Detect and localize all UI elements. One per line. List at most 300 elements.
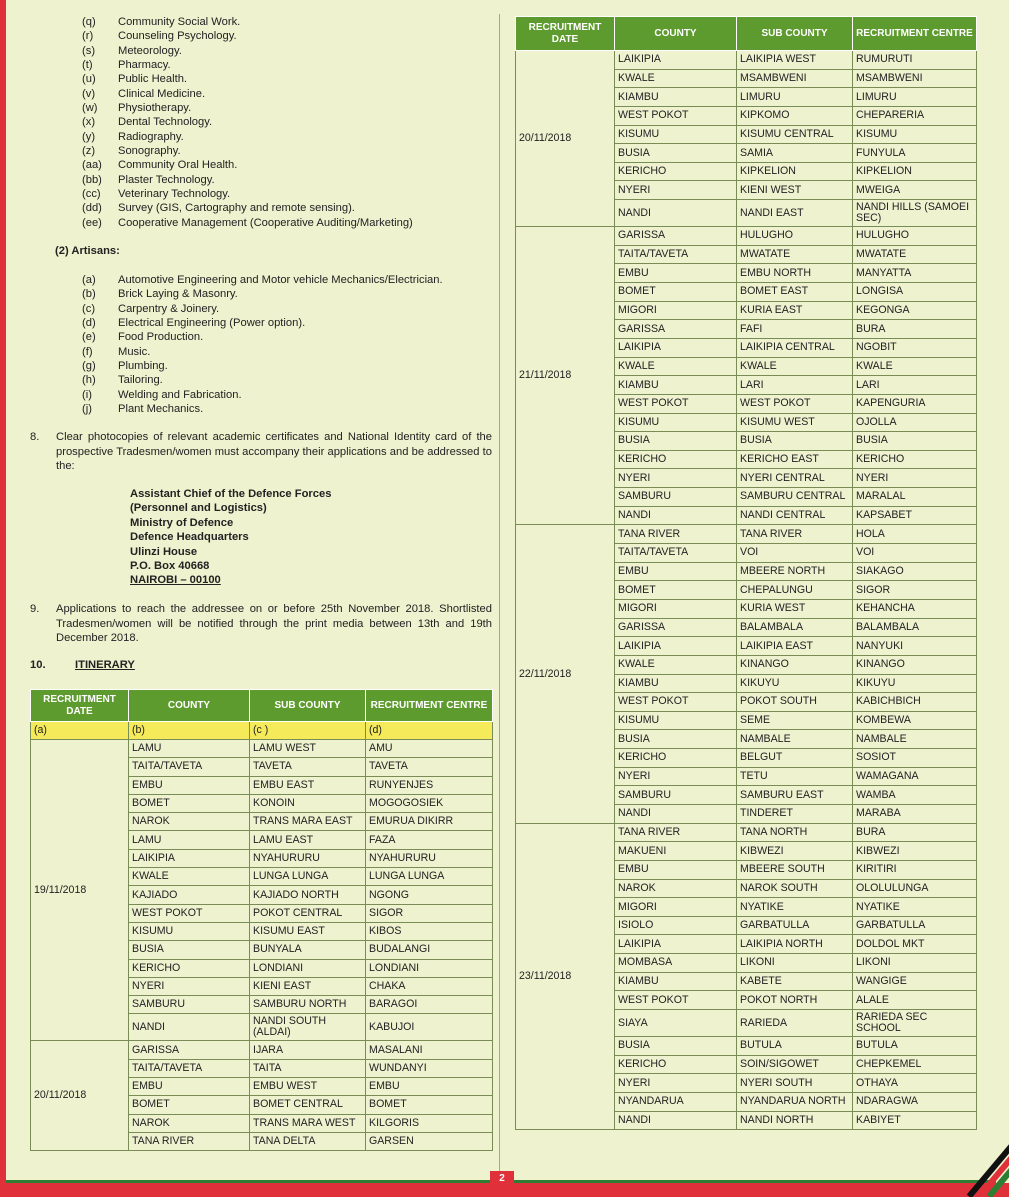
recruitment-centre-cell: MWATATE bbox=[853, 245, 977, 264]
list-item-label: (b) bbox=[82, 288, 96, 301]
county-cell: MIGORI bbox=[615, 301, 737, 320]
county-cell: NYERI bbox=[615, 767, 737, 786]
recruitment-centre-cell: WAMBA bbox=[853, 786, 977, 805]
county-cell: NANDI bbox=[129, 1014, 250, 1041]
recruitment-centre-cell: MARABA bbox=[853, 804, 977, 823]
county-cell: BOMET bbox=[129, 1096, 250, 1114]
sub-county-cell: TAVETA bbox=[250, 758, 366, 776]
county-cell: KERICHO bbox=[615, 162, 737, 181]
sub-county-cell: TRANS MARA EAST bbox=[250, 813, 366, 831]
list-item bbox=[82, 44, 413, 58]
recruitment-centre-cell: BUTULA bbox=[853, 1037, 977, 1056]
list-item-label: (a) bbox=[82, 274, 96, 286]
address-line: Ulinzi House bbox=[130, 545, 198, 558]
list-item-text: Public Health. bbox=[118, 73, 188, 86]
recruitment-centre-cell: GARBATULLA bbox=[853, 916, 977, 935]
sub-county-cell: KURIA WEST bbox=[737, 599, 853, 618]
sub-county-cell: SAMBURU CENTRAL bbox=[737, 488, 853, 507]
recruitment-centre-cell: DOLDOL MKT bbox=[853, 935, 977, 954]
list-item bbox=[82, 101, 413, 115]
county-cell: NAROK bbox=[129, 1114, 250, 1132]
sub-county-cell: FAFI bbox=[737, 320, 853, 339]
list-item-label: (c) bbox=[82, 302, 96, 315]
sub-county-cell: TAITA bbox=[250, 1059, 366, 1077]
list-item-label: (z) bbox=[82, 145, 96, 158]
county-cell: KWALE bbox=[129, 868, 250, 886]
address-line: NAIROBI – 00100 bbox=[130, 574, 221, 587]
sub-county-cell: EMBU NORTH bbox=[737, 264, 853, 283]
column-divider bbox=[499, 14, 500, 1174]
list-item-text: Survey (GIS, Cartography and remote sensing). bbox=[118, 202, 355, 215]
table-row bbox=[516, 51, 977, 70]
sub-county-cell: MBEERE SOUTH bbox=[737, 860, 853, 879]
list-item-label: (i) bbox=[82, 388, 92, 401]
list-item-text: Counseling Psychology. bbox=[118, 30, 237, 43]
recruitment-centre-cell: BURA bbox=[853, 320, 977, 339]
recruitment-centre-cell: KIBOS bbox=[366, 922, 493, 940]
county-cell: SAMBURU bbox=[129, 996, 250, 1014]
list-item-text: Automotive Engineering and Motor vehicle Mechanics/Electrician. bbox=[118, 274, 443, 286]
sub-county-cell: KIPKELION bbox=[737, 162, 853, 181]
table-row bbox=[516, 823, 977, 842]
recruitment-centre-cell: KIBWEZI bbox=[853, 842, 977, 861]
sub-county-cell: TETU bbox=[737, 767, 853, 786]
recruitment-centre-cell: HOLA bbox=[853, 525, 977, 544]
recruitment-centre-cell: LONGISA bbox=[853, 283, 977, 302]
county-cell: LAMU bbox=[129, 740, 250, 758]
list-item bbox=[82, 158, 413, 172]
list-item-text: Pharmacy. bbox=[118, 59, 171, 72]
recruitment-centre-cell: KABIYET bbox=[853, 1111, 977, 1130]
list-item-text: Food Production. bbox=[118, 331, 204, 344]
recruitment-centre-cell: CHEPARERIA bbox=[853, 106, 977, 125]
sub-county-cell: NANDI CENTRAL bbox=[737, 506, 853, 525]
list-item-text: Community Oral Health. bbox=[118, 159, 238, 172]
subheader-a: (a) bbox=[31, 722, 129, 740]
sub-county-cell: BUSIA bbox=[737, 432, 853, 451]
recruitment-centre-cell: NANYUKI bbox=[853, 637, 977, 656]
sub-county-cell: HULUGHO bbox=[737, 227, 853, 246]
county-cell: BUSIA bbox=[615, 144, 737, 163]
county-cell: NYERI bbox=[615, 181, 737, 200]
list-item-text: Cooperative Management (Cooperative Auditing/Marketing) bbox=[118, 216, 413, 229]
recruitment-centre-cell: SIAKAGO bbox=[853, 562, 977, 581]
sub-county-cell: NYANDARUA NORTH bbox=[737, 1092, 853, 1111]
list-item bbox=[82, 273, 443, 287]
county-cell: SAMBURU bbox=[615, 786, 737, 805]
list-item-label: (j) bbox=[82, 403, 92, 416]
recruitment-centre-cell: KISUMU bbox=[853, 125, 977, 144]
recruitment-centre-cell: KIPKELION bbox=[853, 162, 977, 181]
county-cell: NANDI bbox=[615, 804, 737, 823]
sub-county-cell: LAIKIPIA CENTRAL bbox=[737, 338, 853, 357]
recruitment-centre-cell: KEHANCHA bbox=[853, 599, 977, 618]
county-cell: MOMBASA bbox=[615, 954, 737, 973]
list-item bbox=[82, 187, 413, 201]
county-cell: TAITA/TAVETA bbox=[615, 544, 737, 563]
recruitment-centre-cell: OLOLULUNGA bbox=[853, 879, 977, 898]
recruitment-centre-cell: KAPENGURIA bbox=[853, 394, 977, 413]
recruitment-centre-cell: EMURUA DIKIRR bbox=[366, 813, 493, 831]
recruitment-centre-cell: WUNDANYI bbox=[366, 1059, 493, 1077]
county-cell: KISUMU bbox=[129, 922, 250, 940]
table-row bbox=[516, 227, 977, 246]
list-item-text: Plaster Technology. bbox=[118, 173, 215, 186]
county-cell: NYANDARUA bbox=[615, 1092, 737, 1111]
county-cell: KISUMU bbox=[615, 125, 737, 144]
county-cell: NAROK bbox=[129, 813, 250, 831]
list-item bbox=[82, 345, 443, 359]
sub-county-cell: KAJIADO NORTH bbox=[250, 886, 366, 904]
artisans-list bbox=[82, 273, 443, 416]
sub-county-cell: TANA RIVER bbox=[737, 525, 853, 544]
county-cell: GARISSA bbox=[129, 1041, 250, 1059]
county-cell: TAITA/TAVETA bbox=[129, 758, 250, 776]
county-cell: NANDI bbox=[615, 506, 737, 525]
recruitment-centre-cell: VOI bbox=[853, 544, 977, 563]
list-item bbox=[82, 130, 413, 144]
list-item bbox=[82, 316, 443, 330]
address-block bbox=[130, 487, 331, 588]
header-county: COUNTY bbox=[129, 690, 250, 722]
sub-county-cell: KERICHO EAST bbox=[737, 450, 853, 469]
county-cell: KERICHO bbox=[615, 1055, 737, 1074]
recruitment-centre-cell: MWEIGA bbox=[853, 181, 977, 200]
county-cell: MIGORI bbox=[615, 898, 737, 917]
sub-county-cell: SEME bbox=[737, 711, 853, 730]
list-item bbox=[82, 72, 413, 86]
recruitment-centre-cell: HULUGHO bbox=[853, 227, 977, 246]
recruitment-date-cell: 21/11/2018 bbox=[516, 227, 615, 525]
recruitment-centre-cell: KWALE bbox=[853, 357, 977, 376]
subheader-d: (d) bbox=[366, 722, 493, 740]
recruitment-centre-cell: RUMURUTI bbox=[853, 51, 977, 70]
sub-county-cell: LAMU EAST bbox=[250, 831, 366, 849]
county-cell: WEST POKOT bbox=[615, 394, 737, 413]
list-item bbox=[82, 287, 443, 301]
county-cell: EMBU bbox=[615, 562, 737, 581]
recruitment-centre-cell: MARALAL bbox=[853, 488, 977, 507]
recruitment-centre-cell: MANYATTA bbox=[853, 264, 977, 283]
header-sub-county: SUB COUNTY bbox=[737, 17, 853, 51]
county-cell: BOMET bbox=[615, 283, 737, 302]
recruitment-centre-cell: NGOBIT bbox=[853, 338, 977, 357]
recruitment-centre-cell: NYAHURURU bbox=[366, 849, 493, 867]
recruitment-centre-cell: LARI bbox=[853, 376, 977, 395]
county-cell: NAROK bbox=[615, 879, 737, 898]
address-line: Ministry of Defence bbox=[130, 516, 234, 529]
county-cell: NANDI bbox=[615, 200, 737, 227]
page-number: 2 bbox=[490, 1171, 514, 1187]
itinerary-title: ITINERARY bbox=[75, 659, 135, 671]
county-cell: KERICHO bbox=[615, 450, 737, 469]
county-cell: NYERI bbox=[615, 469, 737, 488]
list-item-text: Music. bbox=[118, 345, 151, 358]
list-item-text: Radiography. bbox=[118, 130, 184, 143]
county-cell: NYERI bbox=[129, 977, 250, 995]
recruitment-centre-cell: RARIEDA SEC SCHOOL bbox=[853, 1010, 977, 1037]
recruitment-centre-cell: NANDI HILLS (SAMOEI SEC) bbox=[853, 200, 977, 227]
county-cell: NANDI bbox=[615, 1111, 737, 1130]
itinerary-table-right bbox=[515, 16, 977, 1130]
sub-county-cell: KIENI WEST bbox=[737, 181, 853, 200]
recruitment-centre-cell: KILGORIS bbox=[366, 1114, 493, 1132]
sub-county-cell: KIKUYU bbox=[737, 674, 853, 693]
recruitment-centre-cell: WANGIGE bbox=[853, 972, 977, 991]
sub-county-cell: TANA DELTA bbox=[250, 1132, 366, 1150]
county-cell: LAIKIPIA bbox=[615, 637, 737, 656]
flag-corner-decoration bbox=[963, 1127, 1009, 1197]
county-cell: WEST POKOT bbox=[129, 904, 250, 922]
subheader-b: (b) bbox=[129, 722, 250, 740]
sub-county-cell: WEST POKOT bbox=[737, 394, 853, 413]
recruitment-date-cell: 23/11/2018 bbox=[516, 823, 615, 1130]
sub-county-cell: LAMU WEST bbox=[250, 740, 366, 758]
county-cell: LAIKIPIA bbox=[615, 51, 737, 70]
list-item bbox=[82, 388, 443, 402]
recruitment-centre-cell: WAMAGANA bbox=[853, 767, 977, 786]
list-item-text: Physiotherapy. bbox=[118, 102, 192, 115]
sub-county-cell: TINDERET bbox=[737, 804, 853, 823]
address-line: Defence Headquarters bbox=[130, 531, 249, 544]
list-item-text: Electrical Engineering (Power option). bbox=[118, 317, 306, 330]
recruitment-centre-cell: NAMBALE bbox=[853, 730, 977, 749]
list-item bbox=[82, 373, 443, 387]
item-10-number: 10. bbox=[30, 659, 46, 671]
sub-county-cell: KISUMU WEST bbox=[737, 413, 853, 432]
recruitment-centre-cell: SIGOR bbox=[853, 581, 977, 600]
county-cell: BUSIA bbox=[615, 432, 737, 451]
list-item-label: (aa) bbox=[82, 159, 102, 172]
itinerary-table-left bbox=[30, 689, 493, 1151]
sub-county-cell: TANA NORTH bbox=[737, 823, 853, 842]
list-item bbox=[82, 402, 443, 416]
recruitment-centre-cell: KEGONGA bbox=[853, 301, 977, 320]
table-row bbox=[31, 1041, 493, 1059]
sub-county-cell: EMBU WEST bbox=[250, 1078, 366, 1096]
sub-county-cell: KIBWEZI bbox=[737, 842, 853, 861]
recruitment-centre-cell: LONDIANI bbox=[366, 959, 493, 977]
county-cell: KAJIADO bbox=[129, 886, 250, 904]
header-recruitment-centre: RECRUITMENT CENTRE bbox=[366, 690, 493, 722]
recruitment-centre-cell: AMU bbox=[366, 740, 493, 758]
county-cell: BUSIA bbox=[615, 1037, 737, 1056]
county-cell: EMBU bbox=[129, 1078, 250, 1096]
recruitment-centre-cell: BUDALANGI bbox=[366, 941, 493, 959]
sub-county-cell: NAMBALE bbox=[737, 730, 853, 749]
county-cell: EMBU bbox=[129, 776, 250, 794]
recruitment-centre-cell: LIKONI bbox=[853, 954, 977, 973]
recruitment-centre-cell: CHAKA bbox=[366, 977, 493, 995]
recruitment-centre-cell: NYERI bbox=[853, 469, 977, 488]
list-item-label: (ee) bbox=[82, 216, 102, 229]
list-item-text: Clinical Medicine. bbox=[118, 87, 206, 100]
recruitment-centre-cell: SOSIOT bbox=[853, 749, 977, 768]
sub-county-cell: LONDIANI bbox=[250, 959, 366, 977]
header-recruitment-date: RECRUITMENT DATE bbox=[516, 17, 615, 51]
left-frame-stripe bbox=[0, 0, 6, 1197]
recruitment-centre-cell: ALALE bbox=[853, 991, 977, 1010]
sub-county-cell: NYERI SOUTH bbox=[737, 1074, 853, 1093]
list-item-label: (w) bbox=[82, 102, 98, 115]
list-item-text: Plant Mechanics. bbox=[118, 403, 204, 416]
sub-county-cell: BOMET CENTRAL bbox=[250, 1096, 366, 1114]
county-cell: KIAMBU bbox=[615, 88, 737, 107]
county-cell: KWALE bbox=[615, 655, 737, 674]
sub-county-cell: EMBU EAST bbox=[250, 776, 366, 794]
list-item-label: (q) bbox=[82, 16, 96, 28]
recruitment-centre-cell: KAPSABET bbox=[853, 506, 977, 525]
list-item-text: Meteorology. bbox=[118, 44, 182, 57]
sub-county-cell: MWATATE bbox=[737, 245, 853, 264]
recruitment-centre-cell: LUNGA LUNGA bbox=[366, 868, 493, 886]
list-item bbox=[82, 201, 413, 215]
recruitment-centre-cell: KOMBEWA bbox=[853, 711, 977, 730]
header-recruitment-centre: RECRUITMENT CENTRE bbox=[853, 17, 977, 51]
sub-county-cell: KONOIN bbox=[250, 794, 366, 812]
sub-county-cell: POKOT CENTRAL bbox=[250, 904, 366, 922]
county-cell: BUSIA bbox=[615, 730, 737, 749]
sub-county-cell: KISUMU EAST bbox=[250, 922, 366, 940]
sub-county-cell: KWALE bbox=[737, 357, 853, 376]
sub-county-cell: LIKONI bbox=[737, 954, 853, 973]
county-cell: WEST POKOT bbox=[615, 693, 737, 712]
recruitment-centre-cell: KABUJOI bbox=[366, 1014, 493, 1041]
sub-county-cell: BELGUT bbox=[737, 749, 853, 768]
county-cell: NYERI bbox=[615, 1074, 737, 1093]
list-item-label: (dd) bbox=[82, 202, 102, 215]
artisans-heading: (2) Artisans: bbox=[55, 245, 120, 257]
list-item-text: Carpentry & Joinery. bbox=[118, 302, 220, 315]
county-cell: KERICHO bbox=[129, 959, 250, 977]
sub-county-cell: POKOT NORTH bbox=[737, 991, 853, 1010]
recruitment-centre-cell: BOMET bbox=[366, 1096, 493, 1114]
sub-county-cell: KURIA EAST bbox=[737, 301, 853, 320]
county-cell: LAIKIPIA bbox=[615, 338, 737, 357]
item-9-text: Applications to reach the addressee on or before 25th November 2018. Shortlisted Tradesmen/women will be notified through the print media between 13th and 19th December 2018. bbox=[56, 603, 492, 644]
recruitment-date-cell: 19/11/2018 bbox=[31, 740, 129, 1041]
sub-county-cell: NYATIKE bbox=[737, 898, 853, 917]
county-cell: SAMBURU bbox=[615, 488, 737, 507]
recruitment-centre-cell: RUNYENJES bbox=[366, 776, 493, 794]
recruitment-date-cell: 22/11/2018 bbox=[516, 525, 615, 823]
sub-county-cell: KIENI EAST bbox=[250, 977, 366, 995]
sub-county-cell: BUNYALA bbox=[250, 941, 366, 959]
sub-county-cell: KABETE bbox=[737, 972, 853, 991]
list-item-text: Plumbing. bbox=[118, 360, 168, 373]
item-8-text: Clear photocopies of relevant academic certificates and National Identity card of the prospective Tradesmen/women must accompany their applications and be addressed to the: bbox=[56, 431, 492, 472]
header-county: COUNTY bbox=[615, 17, 737, 51]
table-row bbox=[31, 740, 493, 758]
list-item-label: (d) bbox=[82, 317, 96, 330]
county-cell: BOMET bbox=[129, 794, 250, 812]
county-cell: WEST POKOT bbox=[615, 106, 737, 125]
list-item-text: Welding and Fabrication. bbox=[118, 388, 242, 401]
list-item-label: (r) bbox=[82, 30, 94, 43]
list-item-label: (bb) bbox=[82, 173, 102, 186]
list-item-label: (y) bbox=[82, 130, 96, 143]
item-8-number: 8. bbox=[30, 431, 40, 443]
recruitment-date-cell: 20/11/2018 bbox=[516, 51, 615, 227]
recruitment-centre-cell: TAVETA bbox=[366, 758, 493, 776]
sub-county-cell: LARI bbox=[737, 376, 853, 395]
county-cell: SIAYA bbox=[615, 1010, 737, 1037]
recruitment-centre-cell: KINANGO bbox=[853, 655, 977, 674]
county-cell: BUSIA bbox=[129, 941, 250, 959]
sub-county-cell: LAIKIPIA EAST bbox=[737, 637, 853, 656]
recruitment-centre-cell: FUNYULA bbox=[853, 144, 977, 163]
list-item bbox=[82, 58, 413, 72]
recruitment-centre-cell: KIRITIRI bbox=[853, 860, 977, 879]
header-recruitment-date: RECRUITMENT DATE bbox=[31, 690, 129, 722]
county-cell: GARISSA bbox=[615, 320, 737, 339]
professional-course-list bbox=[82, 15, 413, 230]
list-item bbox=[82, 15, 413, 29]
county-cell: LAIKIPIA bbox=[615, 935, 737, 954]
list-item bbox=[82, 359, 443, 373]
sub-county-cell: VOI bbox=[737, 544, 853, 563]
recruitment-centre-cell: BURA bbox=[853, 823, 977, 842]
recruitment-centre-cell: CHEPKEMEL bbox=[853, 1055, 977, 1074]
sub-county-cell: BOMET EAST bbox=[737, 283, 853, 302]
sub-county-cell: BUTULA bbox=[737, 1037, 853, 1056]
county-cell: WEST POKOT bbox=[615, 991, 737, 1010]
county-cell: GARISSA bbox=[615, 618, 737, 637]
sub-county-cell: MSAMBWENI bbox=[737, 69, 853, 88]
address-line: P.O. Box 40668 bbox=[130, 560, 210, 573]
recruitment-centre-cell: KABICHBICH bbox=[853, 693, 977, 712]
county-cell: MIGORI bbox=[615, 599, 737, 618]
address-line: (Personnel and Logistics) bbox=[130, 502, 267, 515]
list-item bbox=[82, 115, 413, 129]
sub-county-cell: NANDI SOUTH (ALDAI) bbox=[250, 1014, 366, 1041]
recruitment-centre-cell: NGONG bbox=[366, 886, 493, 904]
county-cell: KIAMBU bbox=[615, 972, 737, 991]
list-item-label: (x) bbox=[82, 116, 96, 129]
recruitment-centre-cell: BUSIA bbox=[853, 432, 977, 451]
list-item bbox=[82, 330, 443, 344]
list-item-label: (v) bbox=[82, 87, 96, 100]
recruitment-centre-cell: BARAGOI bbox=[366, 996, 493, 1014]
sub-county-cell: LAIKIPIA WEST bbox=[737, 51, 853, 70]
sub-county-cell: NAROK SOUTH bbox=[737, 879, 853, 898]
sub-county-cell: SAMBURU EAST bbox=[737, 786, 853, 805]
recruitment-centre-cell: BALAMBALA bbox=[853, 618, 977, 637]
sub-county-cell: CHEPALUNGU bbox=[737, 581, 853, 600]
list-item-label: (e) bbox=[82, 331, 96, 344]
county-cell: KISUMU bbox=[615, 711, 737, 730]
sub-county-cell: MBEERE NORTH bbox=[737, 562, 853, 581]
sub-county-cell: KISUMU CENTRAL bbox=[737, 125, 853, 144]
recruitment-centre-cell: OTHAYA bbox=[853, 1074, 977, 1093]
recruitment-centre-cell: EMBU bbox=[366, 1078, 493, 1096]
list-item bbox=[82, 216, 413, 230]
county-cell: KWALE bbox=[615, 69, 737, 88]
list-item-label: (s) bbox=[82, 44, 96, 57]
recruitment-centre-cell: MOGOGOSIEK bbox=[366, 794, 493, 812]
county-cell: EMBU bbox=[615, 860, 737, 879]
recruitment-centre-cell: KIKUYU bbox=[853, 674, 977, 693]
list-item-text: Tailoring. bbox=[118, 374, 163, 387]
sub-county-cell: SOIN/SIGOWET bbox=[737, 1055, 853, 1074]
county-cell: LAIKIPIA bbox=[129, 849, 250, 867]
table-row bbox=[516, 525, 977, 544]
list-item-label: (g) bbox=[82, 360, 96, 373]
recruitment-centre-cell: FAZA bbox=[366, 831, 493, 849]
list-item bbox=[82, 173, 413, 187]
county-cell: GARISSA bbox=[615, 227, 737, 246]
county-cell: TAITA/TAVETA bbox=[129, 1059, 250, 1077]
